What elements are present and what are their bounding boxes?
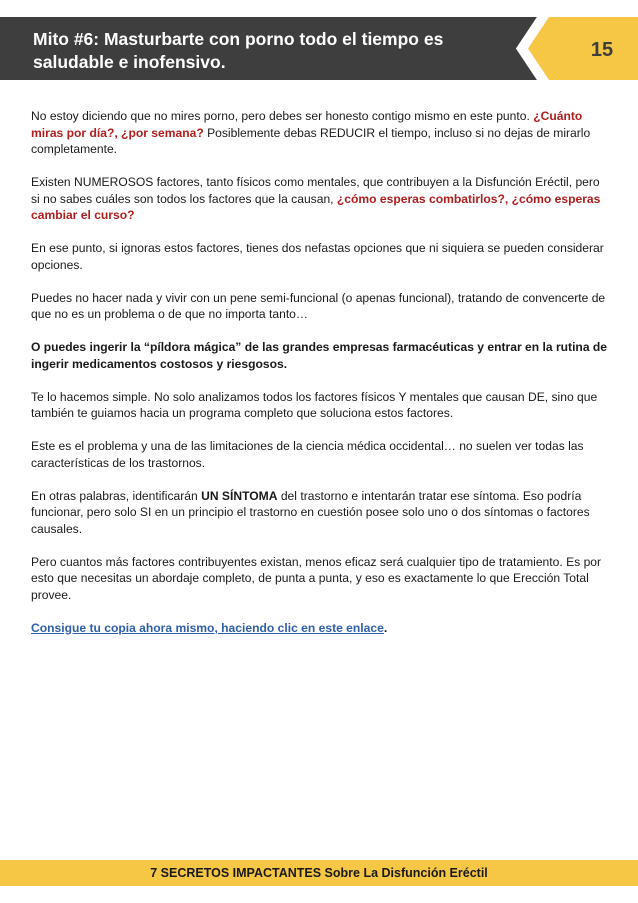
page-title: Mito #6: Masturbarte con porno todo el tiempo es saludable e inofensivo.	[33, 29, 444, 72]
cta-paragraph	[31, 620, 611, 637]
paragraph-7: Este es el problema y una de las limitaciones de la ciencia médica occidental… no suelen ver todas las características de los trastornos.	[31, 439, 584, 470]
paragraph-8	[31, 488, 611, 538]
paragraph-1-text-end: Posiblemente debas REDUCIR el tiempo, incluso si no dejas de mirarlo completamente.	[31, 125, 591, 156]
paragraph-8-text-end: del trastorno e intentarán tratar ese síntoma. Eso podría funcionar, pero solo SI en un principio el trastorno en cuestión posee solo uno o dos síntomas o factores causales.	[31, 488, 590, 536]
page-footer	[0, 860, 638, 886]
main-content	[31, 108, 611, 653]
paragraph-1-text: No estoy diciendo que no mires porno, pero debes ser honesto contigo mismo en este punto.	[31, 109, 534, 123]
paragraph-3: En ese punto, si ignoras estos factores, tienes dos nefastas opciones que ni siquiera se pueden considerar opciones.	[31, 241, 604, 272]
highlight-question: ¿cómo esperas combatirlos?, ¿cómo esperas cambiar el curso?	[31, 191, 601, 222]
emphasis-symptom: UN SÍNTOMA	[201, 488, 278, 503]
page-header	[0, 17, 638, 80]
page-number: 15	[590, 39, 614, 61]
paragraph-8-text: En otras palabras, identificarán	[31, 488, 202, 503]
paragraph-2-text: Existen NUMEROSOS factores, tanto físicos como mentales, que contribuyen a la Disfunción Eréctil, pero si no sabes cuáles son todos los factores que la causan,	[31, 175, 600, 206]
paragraph-4: Puedes no hacer nada y vivir con un pene semi-funcional (o apenas funcional), tratando de convencerte de que no es un problema o de que no importa tanto…	[31, 290, 606, 321]
highlight-question: ¿Cuánto miras por día?, ¿por semana?	[31, 109, 583, 140]
link-period: .	[383, 620, 388, 635]
get-copy-link[interactable]: Consigue tu copia ahora mismo, haciendo clic en este enlace	[31, 620, 384, 635]
paragraph-2	[31, 174, 611, 224]
paragraph-6: Te lo hacemos simple. No solo analizamos todos los factores físicos Y mentales que causan DE, sino que también te guiamos hacia un programa completo que soluciona estos factores.	[31, 389, 598, 420]
paragraph-5: O puedes ingerir la “píldora mágica” de las grandes empresas farmacéuticas y entrar en la rutina de ingerir medicamentos costosos y riesgosos.	[31, 340, 608, 371]
footer-title: 7 SECRETOS IMPACTANTES Sobre La Disfunción Eréctil	[150, 866, 488, 880]
paragraph-1	[31, 108, 611, 158]
paragraph-9: Pero cuantos más factores contribuyentes existan, menos eficaz será cualquier tipo de tratamiento. Es por esto que necesitas un abordaje completo, de punta a punta, y eso es exactamente lo que Erección Total provee.	[31, 554, 602, 602]
